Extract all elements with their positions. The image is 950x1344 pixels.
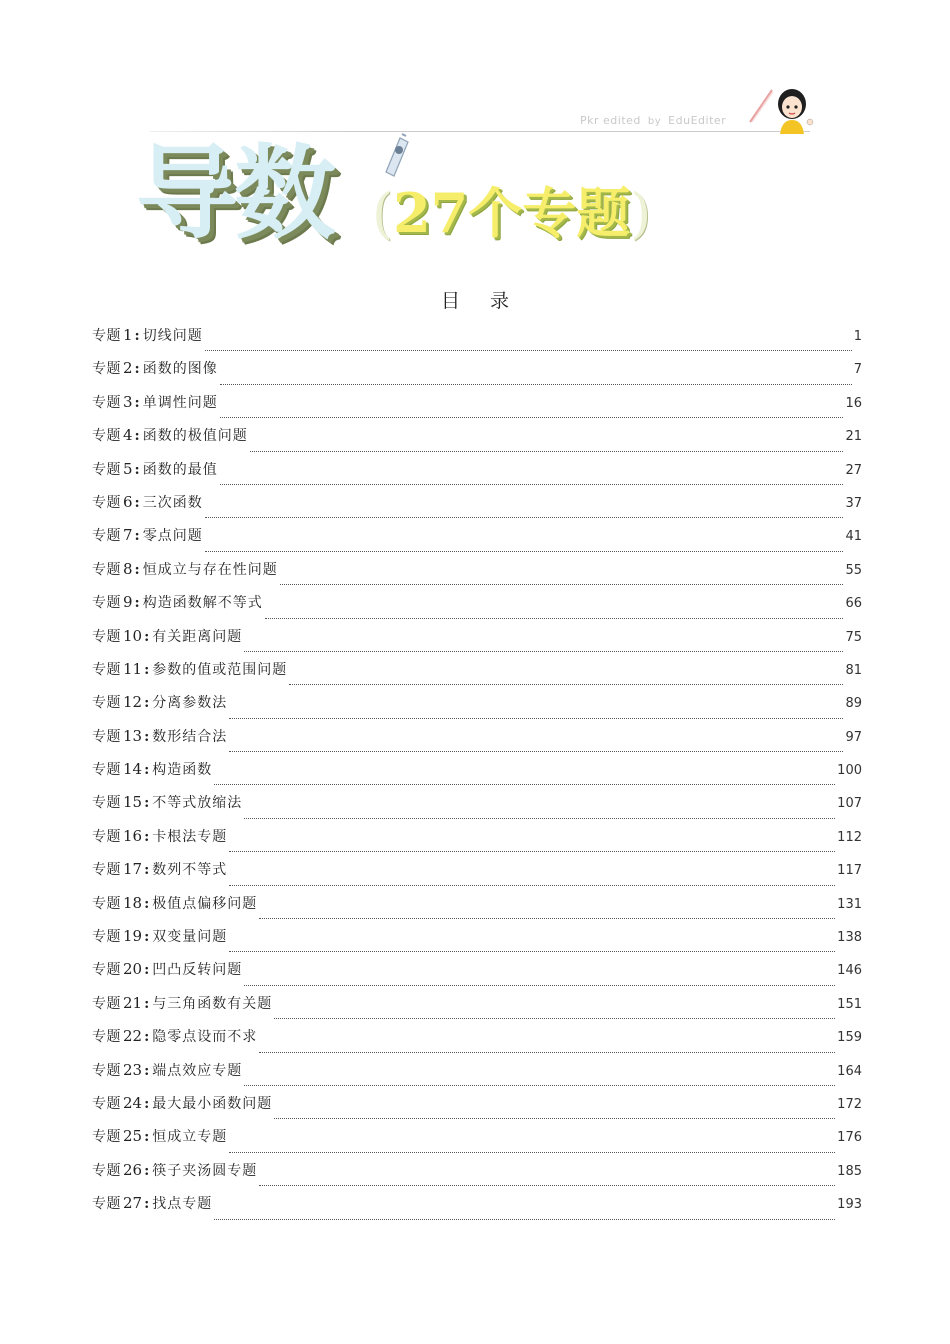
- toc-entry-label: 专题: [92, 795, 121, 812]
- toc-leader-dots: [220, 383, 852, 385]
- toc-entry-colon: :: [134, 361, 140, 378]
- toc-entry[interactable]: [92, 1025, 862, 1058]
- toc-entry[interactable]: [92, 357, 862, 390]
- credit-post: EduEditer: [668, 114, 727, 127]
- toc-leader-dots: [229, 950, 835, 952]
- toc-entry-page: 107: [837, 796, 862, 812]
- toc-entry-label: 专题: [92, 394, 121, 411]
- toc-entry-colon: :: [134, 595, 140, 612]
- pen-badge-icon: [372, 132, 416, 178]
- toc-entry-page: 27: [845, 462, 862, 478]
- toc-entry-colon: :: [144, 1196, 150, 1213]
- toc-entry-label: 专题: [92, 1129, 121, 1146]
- toc-entry-number: 9: [123, 593, 133, 612]
- toc-entry-number: 1: [123, 326, 133, 344]
- toc-entry-colon: :: [144, 1095, 150, 1112]
- toc-leader-dots: [280, 583, 844, 585]
- toc-entry-number: 8: [123, 559, 133, 578]
- toc-entry-colon: :: [134, 494, 140, 511]
- toc-leader-dots: [229, 850, 835, 852]
- toc-entry[interactable]: [92, 691, 862, 724]
- toc-entry-page: 7: [853, 362, 862, 378]
- toc-entry-title: 单调性问题: [142, 394, 218, 411]
- toc-entry-colon: :: [134, 328, 140, 344]
- toc-entry-number: 5: [123, 459, 133, 478]
- toc-entry[interactable]: [92, 324, 862, 357]
- toc-entry[interactable]: [92, 758, 862, 791]
- toc-entry-title: 双变量问题: [152, 929, 228, 946]
- toc-leader-dots: [244, 984, 835, 986]
- toc-entry-page: 21: [845, 429, 862, 445]
- toc-entry-label: 专题: [92, 361, 121, 378]
- toc-entry-colon: :: [144, 895, 150, 912]
- toc-entry-colon: :: [144, 728, 150, 745]
- toc-entry-page: 176: [837, 1130, 862, 1146]
- toc-entry-colon: :: [144, 695, 150, 712]
- toc-heading: 目 录: [440, 290, 522, 312]
- toc-entry-title: 切线问题: [142, 328, 203, 344]
- toc-entry-label: 专题: [92, 995, 121, 1012]
- toc-leader-dots: [214, 783, 835, 785]
- toc-entry-title: 函数的最值: [142, 461, 218, 478]
- toc-entry-page: 1: [853, 329, 862, 344]
- toc-entry[interactable]: [92, 825, 862, 858]
- toc-entry-label: 专题: [92, 628, 121, 645]
- toc-entry[interactable]: [92, 858, 862, 891]
- toc-entry-colon: :: [144, 661, 150, 678]
- toc-leader-dots: [265, 617, 844, 619]
- toc-entry-number: 12: [123, 693, 143, 712]
- toc-entry-number: 15: [123, 793, 143, 812]
- toc-entry-title: 恒成立专题: [152, 1129, 228, 1146]
- toc-entry[interactable]: [92, 958, 862, 991]
- toc-entry-colon: :: [144, 1162, 150, 1179]
- toc-entry-number: 22: [123, 1027, 143, 1046]
- toc-entry-page: 55: [845, 562, 862, 578]
- toc-entry-colon: :: [134, 428, 140, 445]
- toc-entry-title: 端点效应专题: [152, 1062, 243, 1079]
- subtitle-close-paren: ): [630, 182, 652, 245]
- toc-entry-page: 146: [837, 963, 862, 979]
- toc-entry-colon: :: [144, 1129, 150, 1146]
- table-of-contents: [92, 324, 862, 1226]
- toc-entry-colon: :: [134, 461, 140, 478]
- toc-entry-title: 凹凸反转问题: [152, 962, 243, 979]
- toc-entry-number: 14: [123, 760, 143, 779]
- toc-entry-colon: :: [144, 962, 150, 979]
- toc-entry-colon: :: [134, 394, 140, 411]
- toc-leader-dots: [259, 1184, 835, 1186]
- toc-leader-dots: [274, 1117, 835, 1119]
- toc-entry-number: 13: [123, 726, 143, 745]
- toc-leader-dots: [229, 884, 835, 886]
- toc-entry-title: 零点问题: [142, 528, 203, 545]
- toc-entry-page: 112: [837, 829, 862, 845]
- toc-entry-title: 与三角函数有关题: [152, 995, 273, 1012]
- toc-entry-page: 185: [837, 1163, 862, 1179]
- toc-entry-number: 26: [123, 1160, 143, 1179]
- toc-leader-dots: [205, 516, 844, 518]
- toc-leader-dots: [259, 917, 835, 919]
- subtitle-open-paren: (: [372, 182, 394, 245]
- toc-entry[interactable]: [92, 992, 862, 1025]
- toc-entry[interactable]: [92, 524, 862, 557]
- toc-entry-colon: :: [144, 995, 150, 1012]
- toc-leader-dots: [220, 416, 844, 418]
- toc-entry[interactable]: [92, 558, 862, 591]
- toc-entry[interactable]: [92, 658, 862, 691]
- toc-entry-page: 37: [845, 495, 862, 511]
- toc-entry-number: 27: [123, 1194, 143, 1213]
- toc-leader-dots: [244, 650, 843, 652]
- toc-entry-title: 筷子夹汤圆专题: [152, 1162, 258, 1179]
- toc-entry-label: 专题: [92, 1095, 121, 1112]
- toc-entry-colon: :: [134, 561, 140, 578]
- toc-entry-page: 138: [837, 930, 862, 946]
- toc-entry-title: 函数的图像: [142, 361, 218, 378]
- toc-entry-label: 专题: [92, 895, 121, 912]
- toc-leader-dots: [229, 1151, 835, 1153]
- toc-entry-page: 117: [837, 863, 862, 879]
- toc-entry-number: 6: [123, 492, 133, 511]
- toc-entry[interactable]: [92, 925, 862, 958]
- toc-entry-label: 专题: [92, 728, 121, 745]
- toc-entry-title: 最大最小函数问题: [152, 1095, 273, 1112]
- toc-entry-page: 100: [837, 763, 862, 779]
- subtitle-text: 27个专题: [393, 181, 631, 245]
- toc-entry[interactable]: [92, 1059, 862, 1092]
- toc-entry[interactable]: [92, 491, 862, 524]
- toc-entry[interactable]: [92, 725, 862, 758]
- toc-entry-number: 7: [123, 526, 133, 545]
- toc-entry-page: 131: [837, 896, 862, 912]
- toc-entry-label: 专题: [92, 762, 121, 779]
- main-title: 导数: [136, 135, 332, 254]
- toc-entry-title: 数形结合法: [152, 728, 228, 745]
- toc-entry-colon: :: [144, 628, 150, 645]
- toc-entry-page: 66: [845, 596, 862, 612]
- toc-entry[interactable]: [92, 791, 862, 824]
- toc-entry-number: 24: [123, 1093, 143, 1112]
- toc-entry-number: 4: [123, 426, 133, 445]
- toc-entry-label: 专题: [92, 561, 121, 578]
- toc-entry[interactable]: [92, 391, 862, 424]
- toc-entry-number: 11: [123, 659, 143, 678]
- toc-entry-title: 找点专题: [152, 1196, 213, 1213]
- toc-entry-number: 19: [123, 927, 143, 946]
- toc-entry-page: 89: [845, 696, 862, 712]
- toc-entry-label: 专题: [92, 494, 121, 511]
- toc-leader-dots: [229, 750, 843, 752]
- toc-entry-number: 23: [123, 1060, 143, 1079]
- toc-leader-dots: [244, 1084, 835, 1086]
- toc-entry-page: 75: [845, 629, 862, 645]
- toc-entry-page: 164: [837, 1063, 862, 1079]
- subtitle: [372, 181, 652, 245]
- toc-entry-colon: :: [144, 862, 150, 879]
- toc-entry-colon: :: [144, 1062, 150, 1079]
- toc-entry[interactable]: [92, 625, 862, 658]
- toc-entry-page: 151: [837, 996, 862, 1012]
- toc-entry[interactable]: [92, 458, 862, 491]
- toc-entry-title: 恒成立与存在性问题: [142, 561, 278, 578]
- toc-leader-dots: [229, 717, 843, 719]
- toc-entry-title: 构造函数解不等式: [142, 595, 263, 612]
- toc-entry-title: 参数的值或范围问题: [152, 661, 288, 678]
- toc-entry-label: 专题: [92, 528, 121, 545]
- toc-entry-number: 20: [123, 960, 143, 979]
- toc-entry-label: 专题: [92, 1162, 121, 1179]
- toc-leader-dots: [244, 817, 835, 819]
- toc-entry-page: 159: [837, 1030, 862, 1046]
- toc-entry-colon: :: [144, 929, 150, 946]
- toc-entry-label: 专题: [92, 828, 121, 845]
- toc-entry-title: 数列不等式: [152, 862, 228, 879]
- toc-entry-number: 10: [123, 626, 143, 645]
- title-art: [136, 132, 776, 274]
- toc-entry-number: 21: [123, 993, 143, 1012]
- toc-entry-page: 41: [845, 529, 862, 545]
- toc-entry-label: 专题: [92, 1062, 121, 1079]
- toc-leader-dots: [220, 483, 844, 485]
- toc-entry-number: 2: [123, 359, 133, 378]
- toc-entry[interactable]: [92, 1159, 862, 1192]
- toc-leader-dots: [274, 1017, 835, 1019]
- toc-entry-label: 专题: [92, 428, 121, 445]
- toc-entry-label: 专题: [92, 661, 121, 678]
- toc-entry-title: 分离参数法: [152, 695, 228, 712]
- header-credit: [580, 114, 726, 127]
- toc-leader-dots: [205, 550, 844, 552]
- toc-entry-page: 97: [845, 729, 862, 745]
- toc-entry-label: 专题: [92, 962, 121, 979]
- toc-entry-label: 专题: [92, 1196, 121, 1213]
- toc-entry-colon: :: [144, 762, 150, 779]
- toc-entry-colon: :: [144, 795, 150, 812]
- toc-entry-page: 81: [845, 662, 862, 678]
- credit-pre: Pkr edited: [580, 114, 641, 127]
- toc-entry[interactable]: [92, 424, 862, 457]
- toc-entry-number: 25: [123, 1127, 143, 1146]
- toc-entry-page: 16: [845, 395, 862, 411]
- toc-entry-title: 极值点偏移问题: [152, 895, 258, 912]
- toc-entry-number: 16: [123, 826, 143, 845]
- toc-entry-number: 18: [123, 893, 143, 912]
- toc-entry-label: 专题: [92, 929, 121, 946]
- toc-entry-colon: :: [144, 1029, 150, 1046]
- toc-entry-label: 专题: [92, 1029, 121, 1046]
- toc-entry-title: 三次函数: [142, 494, 203, 511]
- toc-leader-dots: [205, 349, 852, 351]
- toc-entry[interactable]: [92, 892, 862, 925]
- toc-entry-title: 函数的极值问题: [142, 428, 248, 445]
- toc-entry-title: 卡根法专题: [152, 828, 228, 845]
- toc-leader-dots: [289, 683, 843, 685]
- toc-leader-dots: [259, 1051, 835, 1053]
- girl-mascot-icon: [748, 82, 820, 138]
- toc-leader-dots: [214, 1218, 835, 1220]
- toc-entry-title: 有关距离问题: [152, 628, 243, 645]
- toc-entry-title: 构造函数: [152, 762, 213, 779]
- credit-by: by: [647, 116, 662, 127]
- toc-entry[interactable]: [92, 1192, 862, 1225]
- toc-entry-colon: :: [134, 528, 140, 545]
- toc-entry-number: 3: [123, 392, 133, 411]
- toc-entry-label: 专题: [92, 461, 121, 478]
- toc-entry-title: 不等式放缩法: [152, 795, 243, 812]
- toc-entry-page: 172: [837, 1096, 862, 1112]
- toc-entry-label: 专题: [92, 595, 121, 612]
- toc-entry-label: 专题: [92, 862, 121, 879]
- toc-entry-colon: :: [144, 828, 150, 845]
- toc-entry-label: 专题: [92, 695, 121, 712]
- toc-entry-label: 专题: [92, 328, 121, 344]
- toc-entry-page: 193: [837, 1197, 862, 1213]
- toc-entry-title: 隐零点设而不求: [152, 1029, 258, 1046]
- toc-entry-number: 17: [123, 860, 143, 879]
- toc-entry[interactable]: [92, 1092, 862, 1125]
- toc-entry[interactable]: [92, 591, 862, 624]
- toc-leader-dots: [250, 450, 844, 452]
- toc-entry[interactable]: [92, 1125, 862, 1158]
